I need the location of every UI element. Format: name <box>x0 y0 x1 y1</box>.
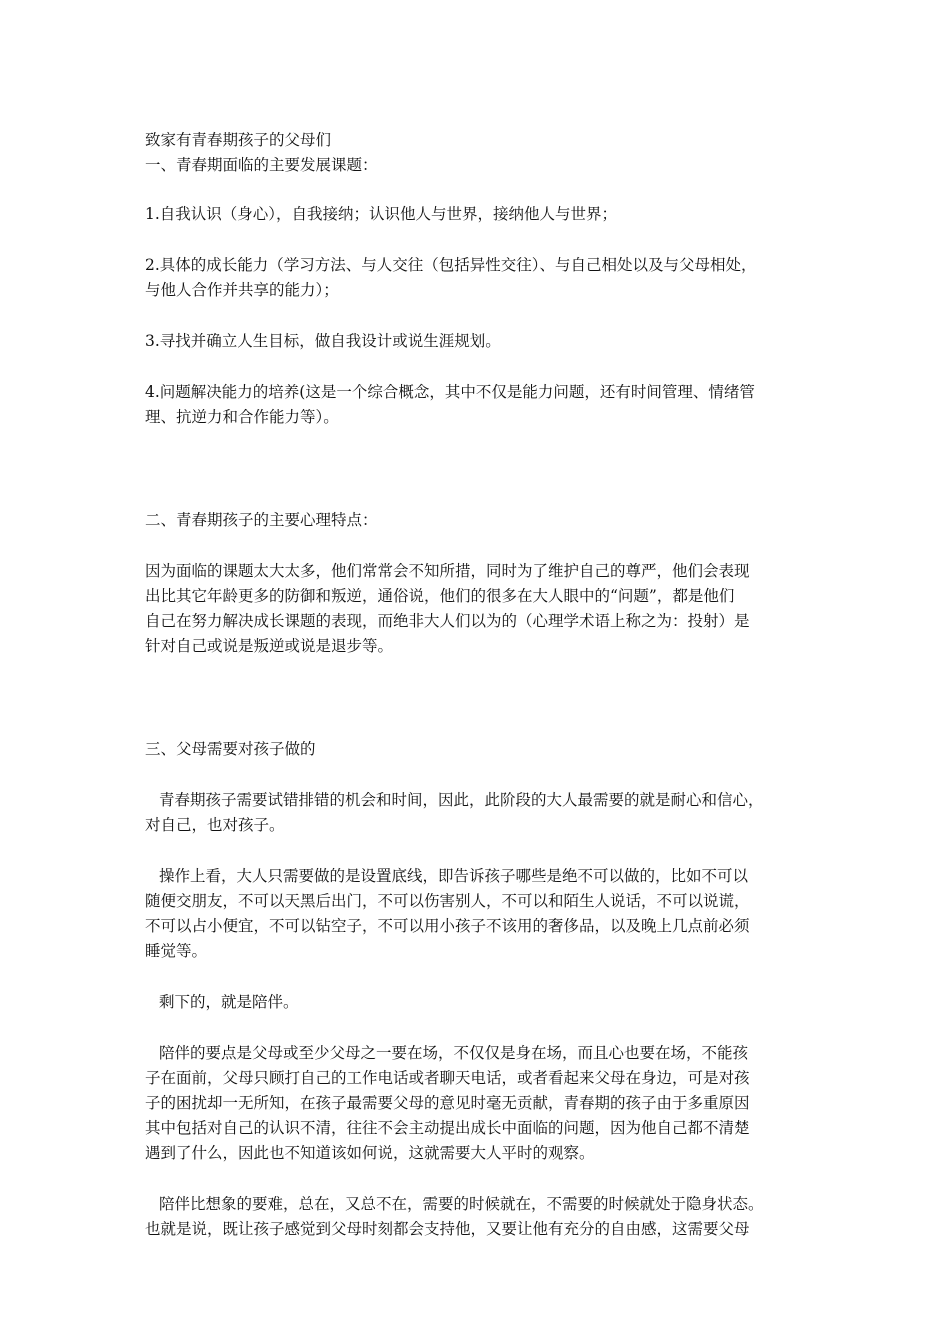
document-title: 致家有青春期孩子的父母们 <box>145 131 332 149</box>
section3-paragraph-2: 操作上看，大人只需要做的是设置底线，即告诉孩子哪些是绝不可以做的，比如不可以 随便交朋友，不可以天黑后出门，不可以伤害别人，不可以和陌生人说话，不可以说谎， 不可以占小便宜，不可以钻空子，不可以用小孩子不该用的奢侈品，以及晚上几点前必须 睡觉等。 <box>145 867 750 960</box>
section2-paragraph: 因为面临的课题太大太多，他们常常会不知所措，同时为了维护自己的尊严，他们会表现 出比其它年龄更多的防御和叛逆，通俗说，他们的很多在大人眼中的“问题”，都是他们 自己在努力解决成长课题的表现，而绝非大人们以为的（心理学术语上称之为：投射）是 针对自己或说是叛逆或说是退步等。 <box>145 562 750 655</box>
section1-item-2: 2.具体的成长能力（学习方法、与人交往（包括异性交往）、与自己相处以及与父母相处， 与他人合作并共享的能力）； <box>145 256 757 299</box>
section3-paragraph-3: 剩下的，就是陪伴。 <box>159 993 299 1011</box>
section1-heading: 一、青春期面临的主要发展课题： <box>145 156 378 174</box>
section1-item-4: 4.问题解决能力的培养(这是一个综合概念，其中不仅是能力问题，还有时间管理、情绪管 理、抗逆力和合作能力等）。 <box>145 383 755 426</box>
section1-item-1: 1.自我认识（身心），自我接纳；认识他人与世界，接纳他人与世界； <box>145 205 618 223</box>
section3-paragraph-1: 青春期孩子需要试错排错的机会和时间，因此，此阶段的大人最需要的就是耐心和信心， 对自己，也对孩子。 <box>145 791 764 834</box>
section3-heading: 三、父母需要对孩子做的 <box>145 740 316 758</box>
section1-item-3: 3.寻找并确立人生目标，做自我设计或说生涯规划。 <box>145 332 501 350</box>
section3-paragraph-5: 陪伴比想象的要难，总在，又总不在，需要的时候就在，不需要的时候就处于隐身状态。 也就是说，既让孩子感觉到父母时刻都会支持他，又要让他有充分的自由感，这需要父母 <box>145 1195 764 1238</box>
section3-paragraph-4: 陪伴的要点是父母或至少父母之一要在场，不仅仅是身在场，而且心也要在场，不能孩 子在面前，父母只顾打自己的工作电话或者聊天电话，或者看起来父母在身边，可是对孩 子的困扰却一无所知，在孩子最需要父母的意见时毫无贡献，青春期的孩子由于多重原因 其中包括对自己的认识不清，往往不会主动提出成长中面临的问题，因为他自己都不清楚 遇到了什么，因此也不知道该如何说，这就需要大人平时的观察。 <box>145 1044 750 1162</box>
section2-heading: 二、青春期孩子的主要心理特点： <box>145 511 378 529</box>
document-body <box>145 128 825 1242</box>
